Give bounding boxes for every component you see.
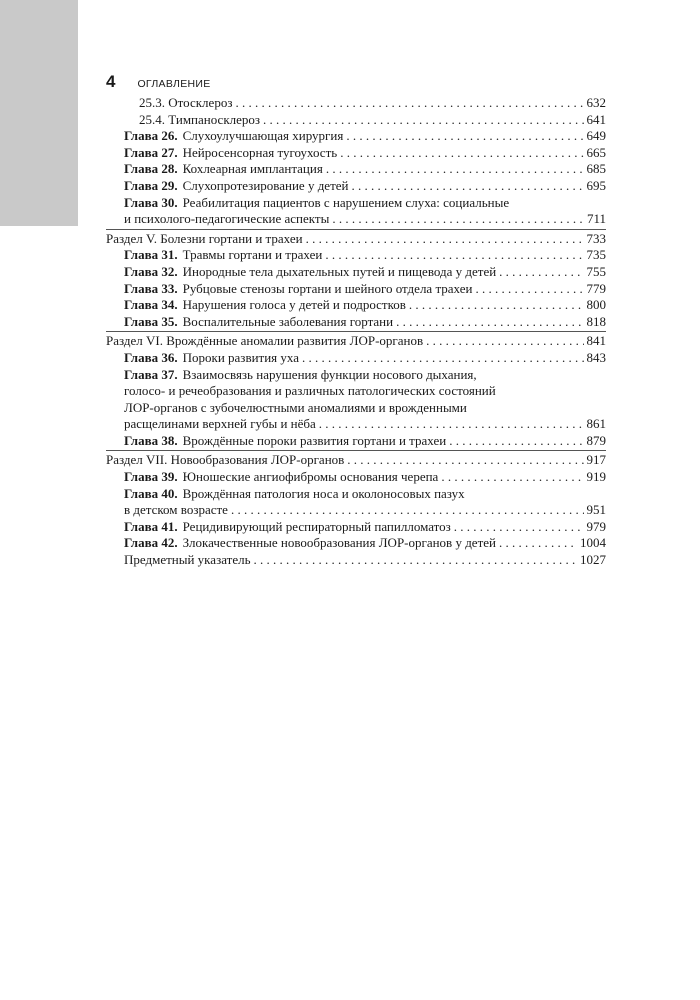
table-of-contents: [106, 95, 606, 569]
toc-line: [139, 95, 606, 112]
dot-leader: [499, 264, 583, 281]
toc-section: [106, 229, 606, 248]
running-title: ОГЛАВЛЕНИЕ: [137, 78, 211, 90]
toc-title: Раздел VI. Врождённые аномалии развития ЛОР-органов: [106, 333, 424, 349]
toc-title: Травмы гортани и трахеи: [182, 247, 323, 263]
toc-entry: [106, 247, 606, 264]
toc-line: [106, 333, 606, 350]
page-ref: 1004: [580, 535, 606, 551]
chapter-label: Глава 27.: [124, 144, 178, 160]
toc-title: Нейросенсорная тугоухость: [182, 144, 338, 160]
chapter-label: Глава 33.: [124, 280, 178, 296]
dot-leader: [396, 314, 583, 331]
toc-entry: [106, 367, 606, 433]
toc-entry: [106, 128, 606, 145]
dot-leader: [499, 535, 577, 552]
chapter-label: Глава 32.: [124, 263, 178, 279]
toc-entry: [106, 95, 606, 112]
page-ref: 951: [586, 502, 606, 518]
chapter-label: Глава 31.: [124, 247, 178, 263]
chapter-label: Глава 36.: [124, 349, 178, 365]
toc-title: Слухоулучшающая хирургия: [182, 128, 344, 144]
dot-leader: [340, 145, 583, 162]
toc-entry: [106, 195, 606, 228]
toc-line: [124, 211, 606, 228]
toc-line: [124, 367, 606, 384]
page-ref: 861: [586, 416, 606, 432]
toc-entry: [106, 297, 606, 314]
toc-title: голосо- и речеобразования и различных патологических состояний: [124, 383, 496, 399]
toc-line: [124, 178, 606, 195]
toc-title: Предметный указатель: [124, 552, 251, 568]
dot-leader: [332, 211, 584, 228]
toc-entry: [106, 281, 606, 298]
toc-entry: [106, 519, 606, 536]
toc-line: [124, 145, 606, 162]
toc-title: Реабилитация пациентов с нарушением слуха: социальные: [182, 194, 510, 210]
dot-leader: [254, 552, 577, 569]
toc-title: Нарушения голоса у детей и подростков: [182, 297, 406, 313]
chapter-label: Глава 41.: [124, 518, 178, 534]
toc-title: Злокачественные новообразования ЛОР-органов у детей: [182, 535, 496, 551]
toc-title: 25.3. Отосклероз: [139, 95, 233, 110]
toc-entry: [106, 469, 606, 486]
toc-title: Кохлеарная имплантация: [182, 161, 323, 177]
toc-title: 25.4. Тимпаносклероз: [139, 111, 261, 127]
page-ref: 632: [586, 95, 606, 110]
toc-title: и психолого-педагогические аспекты: [124, 211, 330, 227]
toc-title: Раздел V. Болезни гортани и трахеи: [106, 230, 303, 246]
toc-entry: [106, 314, 606, 331]
toc-title: Врождённая патология носа и околоносовых пазух: [182, 485, 465, 501]
dot-leader: [475, 281, 583, 298]
page-ref: 665: [586, 144, 606, 160]
toc-line: [124, 486, 606, 503]
toc-title: Рубцовые стенозы гортани и шейного отдела трахеи: [182, 280, 473, 296]
toc-entry: [106, 264, 606, 281]
dot-leader: [231, 502, 584, 519]
toc-line: [124, 502, 606, 519]
dot-leader: [263, 112, 583, 129]
dot-leader: [449, 433, 583, 450]
toc-title: Пороки развития уха: [182, 349, 300, 365]
page-ref: 735: [586, 247, 606, 263]
page-header: [106, 72, 211, 92]
chapter-label: Глава 34.: [124, 297, 178, 313]
toc-title: Взаимосвязь нарушения функции носового дыхания,: [182, 366, 477, 382]
dot-leader: [326, 161, 584, 178]
chapter-label: Глава 29.: [124, 177, 178, 193]
toc-title: Раздел VII. Новообразования ЛОР-органов: [106, 452, 345, 468]
dot-leader: [441, 469, 583, 486]
toc-line: [124, 383, 606, 400]
dot-leader: [409, 297, 584, 314]
page-ref: 695: [586, 177, 606, 193]
page-ref: 649: [586, 128, 606, 144]
toc-line: [106, 231, 606, 248]
toc-line: [139, 112, 606, 129]
toc-line: [106, 452, 606, 469]
toc-line: [124, 247, 606, 264]
toc-title: в детском возрасте: [124, 502, 228, 518]
toc-line: [124, 314, 606, 331]
page-ref: 733: [586, 230, 606, 246]
page-ref: 641: [586, 111, 606, 127]
toc-line: [124, 519, 606, 536]
toc-entry: [106, 486, 606, 519]
dot-leader: [235, 95, 583, 112]
toc-line: [124, 128, 606, 145]
toc-line: [124, 400, 606, 417]
page-ref: 818: [586, 313, 606, 329]
chapter-label: Глава 40.: [124, 485, 178, 501]
chapter-label: Глава 28.: [124, 161, 178, 177]
dot-leader: [306, 231, 584, 248]
toc-index-entry: [106, 552, 606, 569]
toc-title: расщелинами верхней губы и нёба: [124, 416, 316, 432]
toc-line: [124, 281, 606, 298]
toc-section: [106, 331, 606, 350]
toc-line: [124, 552, 606, 569]
toc-entry: [106, 145, 606, 162]
toc-line: [124, 535, 606, 552]
chapter-label: Глава 37.: [124, 366, 178, 382]
page-ref: 919: [586, 469, 606, 485]
dot-leader: [302, 350, 583, 367]
toc-title: ЛОР-органов с зубочелюстными аномалиями и врожденными: [124, 399, 467, 415]
toc-line: [124, 350, 606, 367]
page-ref: 800: [586, 297, 606, 313]
chapter-label: Глава 30.: [124, 194, 178, 210]
page-ref: 843: [586, 349, 606, 365]
dot-leader: [426, 333, 583, 350]
toc-line: [124, 195, 606, 212]
toc-entry: [106, 112, 606, 129]
toc-entry: [106, 178, 606, 195]
dot-leader: [319, 416, 584, 433]
toc-line: [124, 161, 606, 178]
chapter-label: Глава 35.: [124, 313, 178, 329]
dot-leader: [454, 519, 584, 536]
toc-line: [124, 297, 606, 314]
page-ref: 711: [586, 211, 606, 227]
page-ref: 917: [586, 452, 606, 468]
page-ref: 841: [586, 333, 606, 349]
toc-title: Рецидивирующий респираторный папилломатоз: [182, 518, 451, 534]
page-edge-tab: [0, 0, 78, 226]
toc-entry: [106, 350, 606, 367]
page-ref: 779: [586, 280, 606, 296]
page-ref: 755: [586, 263, 606, 279]
chapter-label: Глава 42.: [124, 535, 178, 551]
toc-entry: [106, 433, 606, 450]
toc-line: [124, 469, 606, 486]
page-ref: 685: [586, 161, 606, 177]
page-ref: 979: [586, 518, 606, 534]
page-ref: 1027: [580, 552, 606, 568]
toc-line: [124, 416, 606, 433]
toc-entry: [106, 161, 606, 178]
toc-line: [124, 264, 606, 281]
chapter-label: Глава 38.: [124, 432, 178, 448]
toc-title: Инородные тела дыхательных путей и пищевода у детей: [182, 263, 497, 279]
toc-entry: [106, 535, 606, 552]
page-number: 4: [106, 72, 116, 91]
toc-section: [106, 450, 606, 469]
chapter-label: Глава 39.: [124, 469, 178, 485]
toc-title: Слухопротезирование у детей: [182, 177, 349, 193]
chapter-label: Глава 26.: [124, 128, 178, 144]
toc-title: Врождённые пороки развития гортани и трахеи: [182, 432, 447, 448]
page-ref: 879: [586, 432, 606, 448]
toc-title: Юношеские ангиофибромы основания черепа: [182, 469, 439, 485]
dot-leader: [346, 128, 583, 145]
dot-leader: [347, 452, 583, 469]
toc-title: Воспалительные заболевания гортани: [182, 313, 394, 329]
toc-line: [124, 433, 606, 450]
dot-leader: [325, 247, 583, 264]
dot-leader: [352, 178, 584, 195]
